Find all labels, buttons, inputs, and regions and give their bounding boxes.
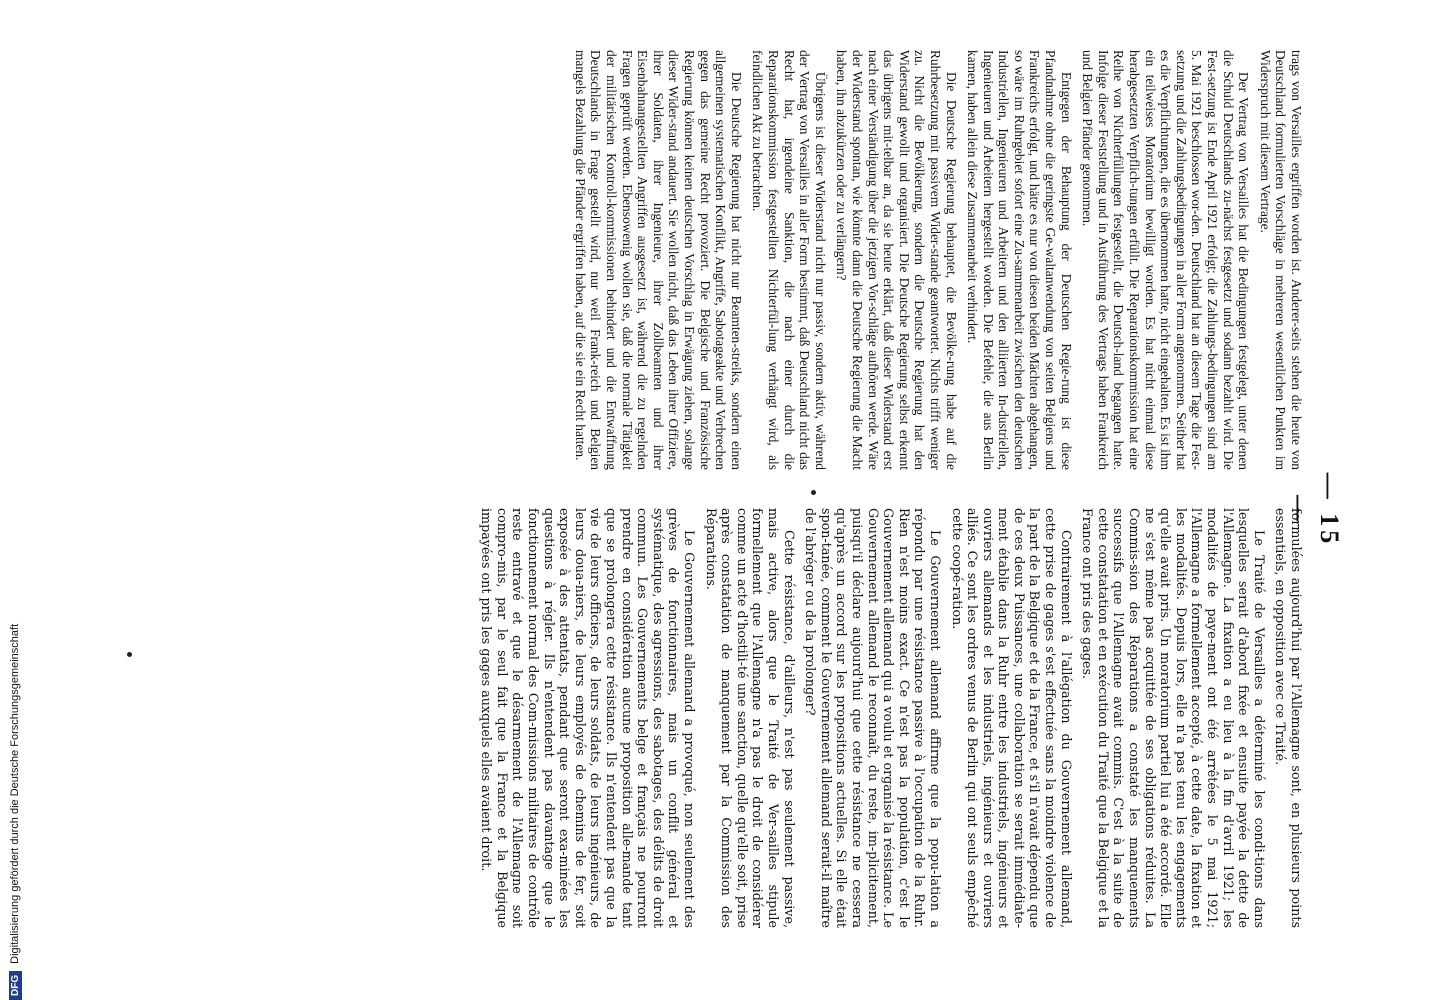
ink-speck [811,490,816,495]
french-paragraph: Le Gouvernement allemand affirme que la popu-lation a répondu par une résistance passive à l'occupation de la Ruhr. Rien n'est moins exact. Ce n'est pas la population, c'est le Gouvernement allemand qui a voulu et organisé la résistance. Le Gouvernement allemand le reconnaît, du reste, im-plicitement, puisqu'il déclare aujourd'hui que cette résistance ne cessera qu'après un accord sur les propositions actuelles. Si elle était spon-tanée, comment le Gouvernement allemand serait-il maître de l'abréger ou de la prolonger? [803,508,943,928]
french-paragraph: Le Gouvernement allemand a provoqué, non seulement des grèves de fonctionnaires, mais un conflit général et systématique, des agressions, des sabotages, des délits de droit commun. Les Gouvernements belge et français ne pourront prendre en considération aucune proposition alle-mande tant que se prolongera cette résistance. Ils n'entendent pas que la vie de leurs officiers, de leurs soldats, de leurs ingénieurs, de leurs doua-niers, de leurs employés de chemins de fer, soit exposée à des attentats, pendant que seront exa-minées les questions à régler. Ils n'entendent pas davantage que le fonctionnement normal des Com-missions militaires de contrôle reste entravé et que le désarmement de l'Allemagne soit compro-mis, par le seul fait que la France et la Belgique impayées ont pris les gages auxquels elles avaient droit. [479,508,698,928]
ink-speck [127,652,132,657]
german-paragraph: Übrigens ist dieser Widerstand nicht nur passiv, sondern aktiv, während der Vertrag von Versailles in aller Form bestimmt, daß Deutschland nicht das Recht hat, irgendeine Sanktion, die nach einer durch die Reparationskommission festgestellten Nichterfül-lung verhängt wird, als feindlichen Akt zu betrachten. [750,50,828,470]
digitization-credit [0,0,22,1000]
french-text-column [473,508,1304,928]
german-text-column [566,50,1304,470]
dfg-logo-icon: DFG [9,971,22,1000]
german-paragraph: Der Vertrag von Versailles hat die Bedingungen festgelegt, unter denen die Schuld Deutschlands zu-nächst festgesetzt und sodann bezahlt wird. Die Fest-setzung ist Ende April 1921 erfolgt; die Zahlungs-bedingungen sind am 5. Mai 1921 beschlossen wor-den. Deutschland hat an diesem Tage die Fest-setzung und die Zahlungsbedingungen in aller Form angenommen. Seither hat es die Verpflichtungen, die es übernommen hatte, nicht eingehalten. Es ist ihm ein teilweises Moratorium bewilligt worden. Es hat nicht einmal diese herabgesetzten Verpflich-tungen erfüllt. Die Reparationskommission hat eine Reihe von Nichterfüllungen festgestellt, die Deutsch-land begangen hatte. Infolge dieser Feststellung und in Ausführung des Vertrags haben Frankreich und Belgien Pfänder genommen. [1080,50,1252,470]
german-paragraph: Entgegen der Behauptung der Deutschen Regie-rung ist diese Pfandnahme ohne die geringste Ge-waltanwendung von seiten Belgiens und Frankreichs erfolgt, und hätte es nur von diesen beiden Mächten abgehangen, so wäre im Ruhrgebiet sofort eine Zu-sammenarbeit zwischen den deutschen Industriellen, Ingenieuren und Arbeitern und den alliierten In-dustriellen, Ingenieuren und Arbeitern hergestellt worden. Die Befehle, die aus Berlin kamen, haben allein diese Zusammenarbeit verhindert. [965,50,1074,470]
credit-line [9,624,22,1000]
french-paragraph: Le Traité de Versailles a déterminé les condi-tions dans lesquelles serait d'abord fixée et ensuite payée la dette de l'Allemagne. La fixation a eu lieu à la fin d'avril 1921; les modalités de paye-ment ont été arrêtées le 5 mai 1921; l'Allemagne a formellement accepté, à cette date, la fixation et les modalités. Depuis lors, elle n'a pas tenu les engagements qu'elle avait pris. Un moratorium partiel lui a été accordé. Elle ne s'est même pas acquittée de ses obligations réduites. La Commis-sion des Réparations a constaté les manquements successifs que l'Allemagne avait commis. C'est à la suite de cette constatation et en exécution du Traité que la Belgique et la France ont pris des gages. [1080,508,1267,928]
german-paragraph: trags von Versailles ergriffen worden ist. Anderer-seits stehen die heute von Deutschland formulierten Vorschläge in mehreren wesentlichen Punkten im Widerspruch mit diesem Vertrage. [1257,50,1304,470]
german-paragraph: Die Deutsche Regierung behauptet, die Bevölke-rung habe auf die Ruhrbesetzung mit passivem Wider-stande geantwortet. Nichts trifft weniger zu. Nicht die Bevölkerung, sondern die Deutsche Regierung hat den Widerstand gewollt und organisiert. Die Deutsche Regierung selbst erkennt das übrigens mit-telbar an, da sie heute erklärt, daß dieser Widerstand erst nach einer Verständigung über die jetzigen Vor-schläge aufhören werde. Wäre der Widerstand spontan, wie könnte dann die Deutsche Regierung die Macht haben, ihn abzukürzen oder zu verlängern? [834,50,959,470]
french-paragraph: formulées aujourd'hui par l'Allemagne sont, en plusieurs points essentiels, en opposition avec ce Traité. [1273,508,1304,928]
page-number: — 15 — [1285,472,1344,548]
german-paragraph: Die Deutsche Regierung hat nicht nur Beamten-streiks, sondern einen allgemeinen systematischen Konflikt, Angriffe, Sabotageakte und Verbrechen gegen das gemeine Recht provoziert. Die Belgische und Französische Regierung können keinen deutschen Vorschlag in Erwägung ziehen, solange dieser Wider-stand andauert. Sie wollen nicht, daß das Leben ihrer Offiziere, ihrer Soldaten, ihrer Ingenieure, ihrer Zollbeamten und ihrer Eisenbahnangestellten Angriffen ausgesetzt ist, während die zu regelnden Fragen geprüft werden. Ebensowenig wollen sie, daß die normale Tätigkeit der militärischen Kontroll-kommissionen behindert und die Entwaffnung Deutschlands in Frage gestellt wird, nur weil Frank-reich und Belgien mangels Bezahlung die Pfänder ergriffen haben, auf die sie ein Recht hatten. [572,50,744,470]
french-paragraph: Cette résistance, d'ailleurs, n'est pas seulement passive, mais active, alors que le Traité de Ver-sailles stipule formellement que l'Allemagne n'a pas le droit de considérer comme un acte d'hostili-té une sanction, quelle qu'elle soit, prise après constatation de manquement par la Commission des Réparations. [703,508,797,928]
credit-text: Digitalisierung gefördert durch die Deutsche Forschungsgemeinschaft [9,623,21,964]
french-paragraph: Contrairement à l'allégation du Gouvernement allemand, cette prise de gages s'est effectuée sans la moindre violence de la part de la Belgique et de la France, et s'il n'avait dépendu que de ces deux Puissances, une collaboration se serait immédiate-ment établie dans la Ruhr entre les industriels, ingénieurs et ouvriers allemands et les industriels, ingénieurs et ouvriers alliés. Ce sont les ordres venus de Berlin qui ont seuls empêché cette coopé-ration. [949,508,1074,928]
